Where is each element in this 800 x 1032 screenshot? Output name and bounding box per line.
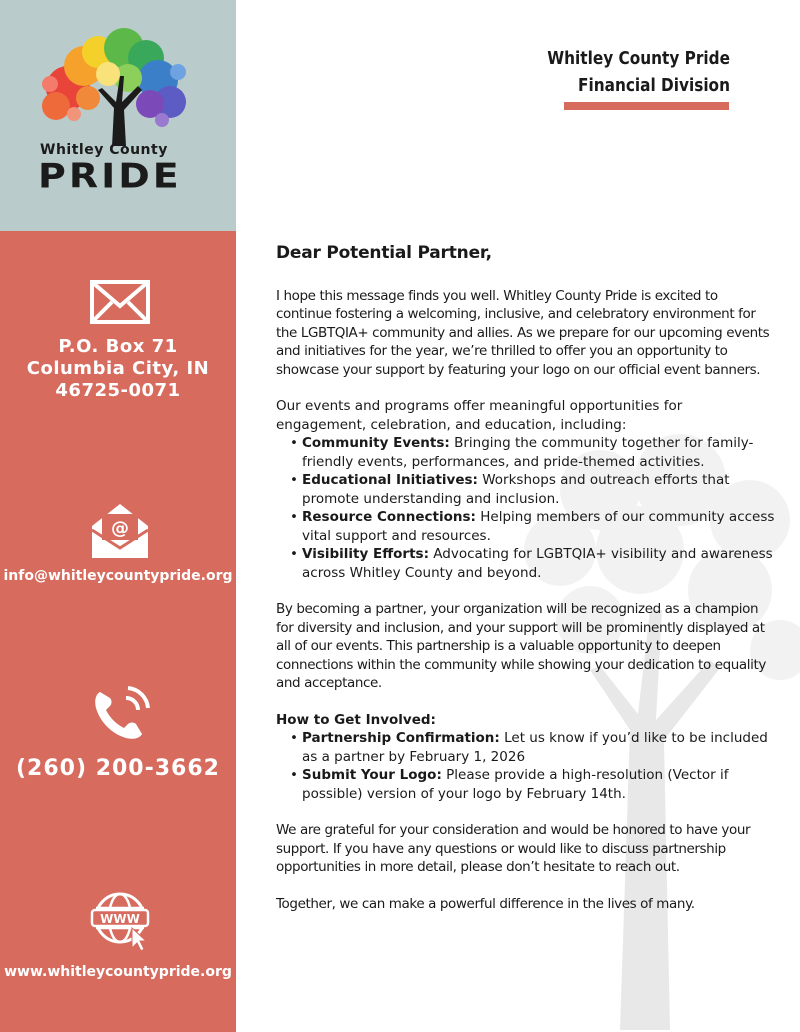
- steps-list: [290, 729, 776, 803]
- list-item-label: Partnership Confirmation:: [302, 730, 500, 746]
- logo-wordmark-pride: PRIDE: [38, 156, 182, 196]
- list-item-label: Educational Initiatives:: [302, 472, 478, 488]
- mailing-address: [0, 336, 236, 402]
- email-at-icon: [88, 500, 152, 562]
- programs-intro: Our events and programs offer meaningful opportunities for engagement, celebration, and education, including:: [276, 398, 683, 433]
- org-name: Whitley County Pride: [547, 48, 730, 69]
- salutation: Dear Potential Partner,: [276, 243, 492, 263]
- division-name: Financial Division: [578, 75, 730, 96]
- list-item-text: Advocating for LGBTQIA+ visibility and awareness across Whitley County and beyond.: [302, 546, 773, 581]
- globe-www-cursor-icon: [88, 890, 152, 952]
- phone-icon: [88, 684, 152, 744]
- email-address[interactable]: info@whitleycountypride.org: [3, 568, 233, 584]
- list-item-text: Bringing the community together for family-friendly events, performances, and pride-themed activities.: [302, 435, 754, 470]
- list-item: [290, 434, 776, 471]
- gratitude-paragraph: We are grateful for your consideration and would be honored to have your support. If you have any questions or would like to discuss partnership opportunities in more detail, please don’t hesitate to reach out.: [276, 822, 751, 875]
- address-line-2: Columbia City, IN: [26, 358, 210, 379]
- intro-paragraph: I hope this message finds you well. Whitley County Pride is excited to continue fostering a welcoming, inclusive, and celebratory environment for the LGBTQIA+ community and allies. As we prepare for our upcoming events and initiatives for the year, we’re thrilled to offer you an opportunity to showcase your support by featuring your logo on our official event banners.: [276, 287, 770, 378]
- closing-paragraph: Together, we can make a powerful difference in the lives of many.: [276, 895, 695, 912]
- website-url[interactable]: www.whitleycountypride.org: [4, 964, 232, 980]
- list-item-text: Let us know if you’d like to be included as a partner by February 1, 2026: [302, 730, 768, 765]
- list-item-label: Resource Connections:: [302, 509, 476, 525]
- logo-wordmark-top: Whitley County: [40, 142, 168, 158]
- list-item-label: Community Events:: [302, 435, 450, 451]
- logo-panel: [0, 0, 236, 231]
- phone-number[interactable]: (260) 200-3662: [16, 756, 220, 781]
- get-involved-heading: How to Get Involved:: [276, 711, 436, 728]
- list-item: [290, 471, 776, 508]
- list-item-label: Submit Your Logo:: [302, 767, 442, 783]
- svg-text:@: @: [111, 518, 129, 539]
- list-item: [290, 766, 776, 803]
- letterhead: [547, 45, 730, 99]
- letter-body: [276, 244, 776, 931]
- header-accent-rule: [564, 102, 729, 110]
- programs-list: [290, 434, 776, 582]
- list-item-text: Helping members of our community access vital support and resources.: [302, 509, 775, 544]
- address-line-3: 46725-0071: [55, 380, 181, 401]
- partnership-paragraph: By becoming a partner, your organization will be recognized as a champion for diversity and inclusion, and your support will be prominently displayed at all of our events. This partnership is a valuable opportunity to deepen connections within the community while showing your dedication to equality and acceptance.: [276, 601, 766, 691]
- list-item: [290, 545, 776, 582]
- list-item-text: Please provide a high-resolution (Vector if possible) version of your logo by February 14th.: [302, 767, 729, 802]
- svg-text:WWW: WWW: [100, 912, 140, 926]
- mail-envelope-icon: [88, 276, 152, 332]
- list-item-text: Workshops and outreach efforts that promote understanding and inclusion.: [302, 472, 730, 507]
- list-item: [290, 508, 776, 545]
- get-involved-section: [276, 711, 776, 804]
- programs-section: [276, 397, 776, 582]
- list-item: [290, 729, 776, 766]
- address-line-1: P.O. Box 71: [58, 336, 178, 357]
- list-item-label: Visibility Efforts:: [302, 546, 429, 562]
- contact-sidebar: [0, 0, 236, 1032]
